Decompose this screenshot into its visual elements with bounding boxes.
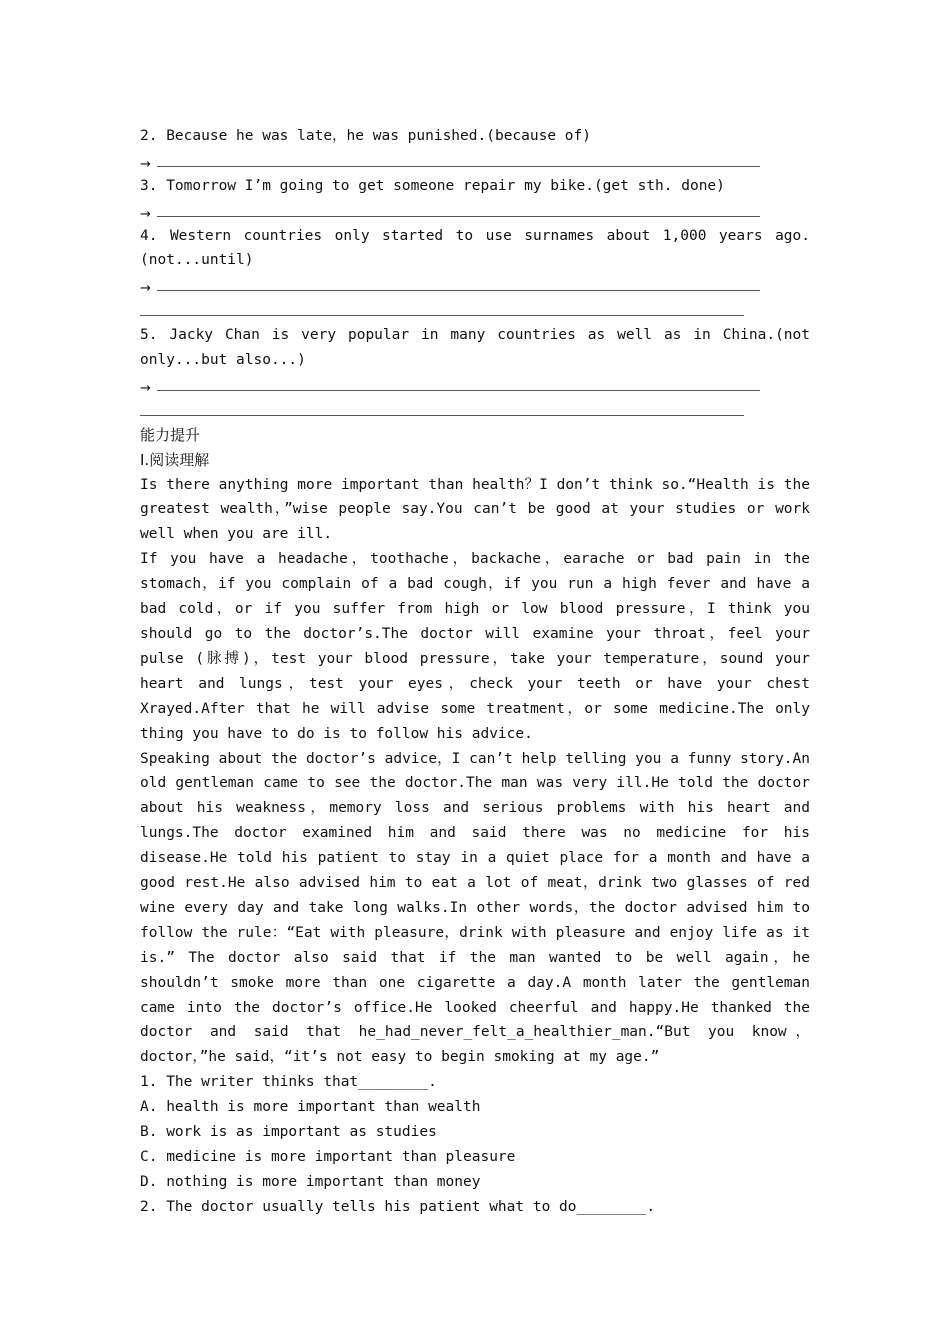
question-stem: 2. The doctor usually tells his patient what to do________. — [140, 1198, 656, 1215]
arrow-icon: → — [140, 281, 151, 297]
answer-line[interactable] — [140, 199, 810, 224]
rewrite-question-5 — [140, 323, 810, 423]
answer-underline — [140, 315, 744, 316]
option-d[interactable]: D. nothing is more important than money — [140, 1173, 481, 1190]
passage-paragraph-2: If you have a headache，toothache，backache，earache or bad pain in the stomach，if you complain of a bad cough，if you run a high fever and have a bad cold，or if you suffer from high or low blood pressure，I think you should go to the doctor’s.The doctor will examine your throat，feel your pulse (脉搏)，test your blood pressure，take your temperature，sound your heart and lungs，test your eyes，check your teeth or have your chest Xrayed.After that he will advise some treatment，or some medicine.The only thing you have to do is to follow his advice. — [140, 551, 810, 742]
answer-underline — [157, 216, 760, 217]
passage-paragraph-3: Speaking about the doctor’s advice，I can’t help telling you a funny story.An old gentleman came to see the doctor.The man was very ill.He told the doctor about his weakness，memory loss and serious problems with his heart and lungs.The doctor examined him and said there was no medicine for his disease.He told his patient to stay in a quiet place for a month and have a good rest.He also advised him to eat a lot of meat，drink two glasses of red wine every day and take long walks.In other words，the doctor advised him to follow the rule：“Eat with pleasure，drink with pleasure and enjoy life as it is.” The doctor also said that if the man wanted to be well again，he shouldn’t smoke more than one cigarette a day.A month later the gentleman came into the doctor’s office.He looked cheerful and happy.He thanked the doctor and said that he_had_never_felt_a_healthier_man.“But you know，doctor，”he said，“it’s not easy to begin smoking at my age.” — [140, 750, 810, 1066]
answer-underline — [140, 415, 744, 416]
question-stem: 1. The writer thinks that________. — [140, 1074, 437, 1091]
answer-line[interactable] — [140, 373, 810, 398]
answer-underline — [157, 166, 760, 167]
option-c[interactable]: C. medicine is more important than pleasure — [140, 1148, 516, 1165]
question-text: 2. Because he was late，he was punished.(because of) — [140, 128, 591, 144]
arrow-icon: → — [140, 206, 151, 222]
answer-underline — [157, 390, 760, 391]
rewrite-question-3 — [140, 174, 810, 224]
answer-line-extra[interactable] — [140, 298, 810, 323]
question-text: 3. Tomorrow I’m going to get someone repair my bike.(get sth. done) — [140, 177, 725, 194]
option-a[interactable]: A. health is more important than wealth — [140, 1099, 481, 1116]
answer-line[interactable] — [140, 273, 810, 298]
arrow-icon: → — [140, 380, 151, 396]
rewrite-question-2 — [140, 124, 810, 174]
passage-paragraph-1: Is there anything more important than health？I don’t think so.“Health is the greatest wealth，”wise people say.You can’t be good at your studies or work well when you are ill. — [140, 476, 810, 543]
answer-line[interactable] — [140, 149, 810, 174]
question-text: 4. Western countries only started to use surnames about 1,000 years ago.(not...until) — [140, 227, 810, 269]
document-page — [140, 124, 810, 1220]
answer-underline — [157, 290, 760, 291]
answer-line-extra[interactable] — [140, 398, 810, 423]
question-text: 5. Jacky Chan is very popular in many countries as well as in China.(not only...but also...) — [140, 327, 810, 369]
reading-passage — [140, 473, 810, 1071]
section-title: 能力提升 — [140, 425, 201, 444]
rewrite-question-4 — [140, 224, 810, 324]
option-b[interactable]: B. work is as important as studies — [140, 1124, 437, 1141]
section-subtitle: Ⅰ.阅读理解 — [140, 450, 210, 469]
reading-question-1 — [140, 1070, 810, 1194]
reading-question-2 — [140, 1195, 810, 1220]
arrow-icon: → — [140, 156, 151, 172]
